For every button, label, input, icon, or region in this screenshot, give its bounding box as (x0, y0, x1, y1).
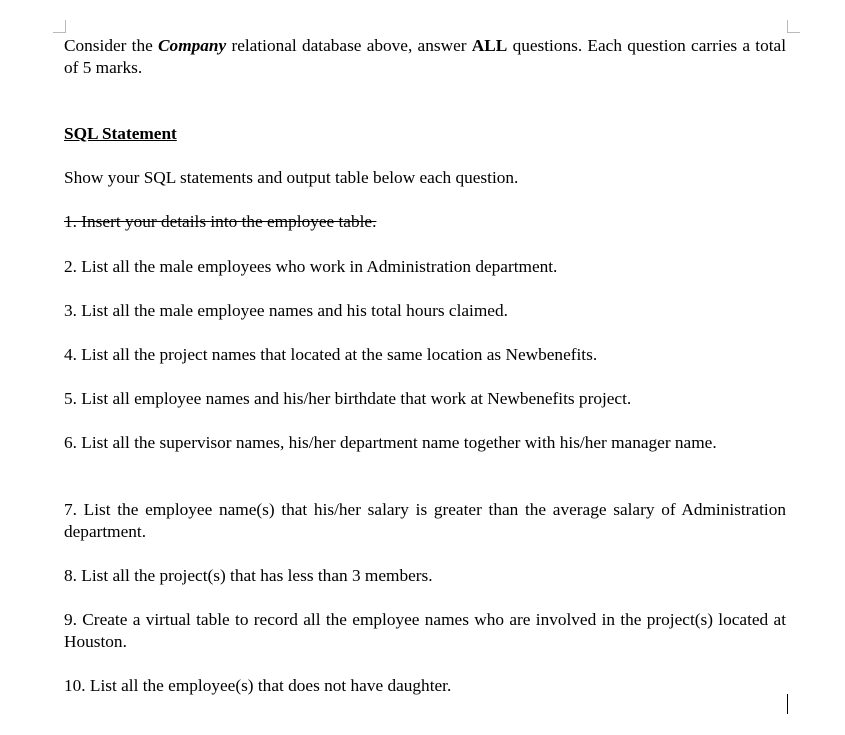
page-corner-mark-top-left (53, 20, 66, 33)
question-9[interactable]: 9. Create a virtual table to record all the employee names who are involved in the project(s) located at Houston. (64, 610, 786, 651)
question-3[interactable]: 3. List all the male employee names and his total hours claimed. (64, 301, 508, 320)
instruction-paragraph[interactable]: Show your SQL statements and output table below each question. (64, 168, 519, 187)
company-emphasis: Company (158, 36, 227, 55)
question-2[interactable]: 2. List all the male employees who work in Administration department. (64, 257, 558, 276)
intro-text-before: Consider the (64, 36, 159, 55)
all-emphasis: ALL (471, 36, 508, 55)
intro-paragraph[interactable] (64, 35, 786, 79)
intro-text-middle: relational database above, answer (226, 36, 472, 55)
intro-text-after: questions. Each question carries a total of 5 marks. (64, 36, 786, 77)
question-1[interactable]: 1. Insert your details into the employee table. (64, 212, 377, 231)
text-cursor (787, 694, 788, 714)
question-10[interactable]: 10. List all the employee(s) that does not have daughter. (64, 676, 452, 695)
page-corner-mark-top-right (787, 20, 800, 33)
question-7[interactable]: 7. List the employee name(s) that his/her salary is greater than the average salary of Administration department. (64, 500, 786, 541)
section-heading[interactable]: SQL Statement (64, 124, 177, 143)
question-6[interactable]: 6. List all the supervisor names, his/her department name together with his/her manager name. (64, 433, 717, 452)
question-4[interactable]: 4. List all the project names that located at the same location as Newbenefits. (64, 345, 598, 364)
question-5[interactable]: 5. List all employee names and his/her birthdate that work at Newbenefits project. (64, 389, 632, 408)
question-8[interactable]: 8. List all the project(s) that has less than 3 members. (64, 566, 433, 585)
